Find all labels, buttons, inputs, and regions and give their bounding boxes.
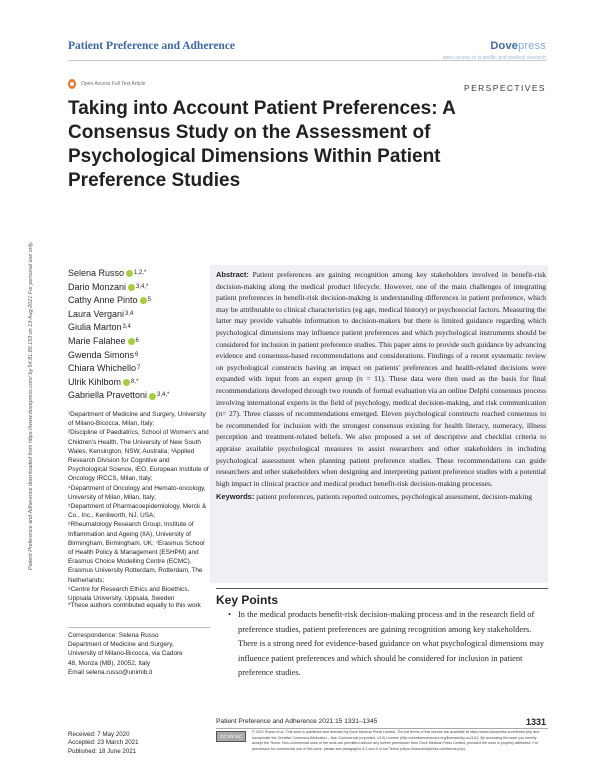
- author[interactable]: [68, 267, 169, 281]
- author-name: Giulia Marton: [68, 322, 122, 333]
- affiliation: ⁸Centre for Research Ethics and Bioethics, Uppsala University, Uppsala, Sweden: [68, 585, 190, 603]
- author-affiliation-marker: 3,4: [122, 324, 131, 331]
- author-name: Dario Monzani: [68, 281, 127, 292]
- author[interactable]: [68, 335, 169, 349]
- article-section: PERSPECTIVES: [464, 83, 546, 93]
- author[interactable]: [68, 389, 169, 403]
- affiliation: ⁶Rheumatology Research Group, Institute of Inflammation and Ageing (IIA), University of Birmingham, Birmingham, UK; ⁷Erasmus School of Health Policy & Management (ESHPM) and Erasmus Choice Modelling Centre (ECMC), Erasmus University Rotterdam, Rotterdam, The Netherlands;: [68, 521, 205, 584]
- key-point-item: • In the medical products benefit-risk decision-making process and in the research field of preference studies, patient preferences are gaining recognition among key stakeholders. There is a strong need for evidence-based guidance on what psychological dimensions may influence patient preferences and which should be considered for inclusion in patient preference studies.: [216, 608, 548, 681]
- orcid-icon[interactable]: [149, 393, 156, 400]
- author-name: Gwenda Simons: [68, 349, 135, 360]
- author-affiliation-marker: 1,2,*: [134, 270, 147, 276]
- orcid-icon[interactable]: [128, 284, 135, 291]
- correspondence-line: 48, Monza (MB), 20052, Italy: [68, 659, 151, 667]
- author-name: Chiara Whichello: [68, 363, 137, 374]
- article-title: Taking into Account Patient Preferences: A Consensus Study on the Assessment of Psychological Dimensions Within Patient Preference Studies: [68, 98, 456, 191]
- cc-license-badges[interactable]: [216, 731, 246, 742]
- author-affiliation-marker: 3,4,*: [157, 392, 170, 399]
- author-affiliation-marker: 7: [137, 365, 141, 372]
- affiliation: ⁴Department of Oncology and Hemato-oncology, University of Milan, Milan, Italy;: [68, 484, 206, 501]
- author[interactable]: [68, 362, 169, 376]
- publisher-logo-bold: Dove: [490, 40, 519, 52]
- correspondence-line: Department of Medicine and Surgery,: [68, 641, 174, 649]
- received-date: Received: 7 May 2020: [68, 731, 130, 738]
- author-affiliation-marker: 5: [147, 297, 151, 304]
- published-date: Published: 18 June 2021: [68, 747, 137, 755]
- author-affiliation-marker: 3,4: [125, 310, 134, 317]
- affiliation: ⁵Department of Pharmacoepidemiology, Merck & Co., Inc., Kenilworth, NJ, USA;: [68, 503, 207, 520]
- abstract-body: [216, 269, 546, 489]
- keywords-text: patient preferences, patients reported outcomes, psychological assessment, decision-making: [256, 492, 532, 502]
- abstract-text: Patient preferences are gaining recognition among key stakeholders involved in benefit-risk decision-making along the medical product lifecycle. However, one of the main challenges of integrating patient preferences in benefit-risk decision-making is understanding differences in patient preference, which may be attributable to clinical characteristics (eg age, medical history) or psychosocial factors. Measuring the latter may provide valuable information to decision-makers but there is limited guidance regarding which psychological dimensions may influence patient preferences and which psychological instruments should be considered for inclusion in patient preference studies. This paper aims to provide such guidance by advancing evidence and consensus-based recommendations and considerations. Findings of a recent systematic review on psychological constructs having an impact on patients' preferences and health-related decisions were expanded with input from an expert group (n = 11). These data were then used as the basis for final recommendations developed through two rounds of formal evaluation via an online Delphi consensus process involving international experts in the field of psychology, medical decision-making, and risk communication (n= 27). Three classes of recommendations emerged. Eleven psychological constructs reached consensus to be recommended for inclusion with the strongest consensus existing for health literacy, numeracy, illness perception and treatment-related beliefs. We also proposed a set of descriptive and checklist criteria to appraise available psychological measures to assist researchers and other stakeholders in including psychological assessment when planning patient preference studies. These recommendations can guide researchers and other stakeholders when designing and interpreting patient preference studies with a potential high impact in clinical practice and medical product benefit-risk decision-making processes.: [216, 270, 547, 488]
- orcid-icon[interactable]: [126, 270, 133, 277]
- equal-contribution-note: *These authors contributed equally to this work: [68, 602, 201, 609]
- keywords-label: Keywords:: [216, 492, 255, 502]
- author-name: Ulrik Kihlbom: [68, 376, 122, 387]
- open-access-badge: [68, 79, 145, 89]
- download-watermark: [26, 140, 60, 570]
- footer-divider: [216, 728, 548, 729]
- publisher-logo-light: press: [518, 40, 546, 52]
- accepted-date: Accepted: 23 March 2021: [68, 739, 139, 747]
- author[interactable]: [68, 281, 169, 295]
- cc-by-nc-icon[interactable]: CC BY NC: [216, 731, 246, 742]
- key-points-list: [216, 608, 548, 681]
- abstract: [216, 269, 546, 503]
- author-affiliation-marker: 6: [135, 351, 139, 358]
- author[interactable]: [68, 321, 169, 335]
- author[interactable]: [68, 294, 169, 308]
- open-access-label: Open Access Full Text Article: [81, 81, 146, 87]
- keywords: [216, 491, 546, 503]
- journal-name: Patient Preference and Adherence: [68, 40, 236, 52]
- affiliation: ²Discipline of Paediatrics, School of Women's and Children's Health, The University of New South Wales, Kensington, NSW, Australia; ³Applied Research Division for Cognitive and Psychological Science, IEO, European Institute of Oncology IRCCS, Milan, Italy;: [68, 429, 209, 483]
- key-points-heading: Key Points: [216, 593, 279, 607]
- orcid-icon[interactable]: [128, 338, 135, 345]
- author-list: [68, 267, 169, 403]
- correspondence-line: Correspondence: Selena Russo: [68, 632, 159, 639]
- affiliation: ¹Department of Medicine and Surgery, University of Milano-Bicocca, Milan, Italy;: [68, 411, 206, 428]
- orcid-icon[interactable]: [140, 297, 147, 304]
- author[interactable]: [68, 308, 169, 322]
- author-name: Selena Russo: [68, 268, 125, 278]
- author-name: Gabriella Pravettoni: [68, 390, 148, 401]
- license-text: © 2021 Russo et al. This work is published and licensed by Dove Medical Press Limited. The full terms of this license are available at https://www.dovepress.com/terms.php and incorporate the Creative Commons Attribution – Non Commercial (unported, v3.0) License (http://creativecommons.org/licenses/by-nc/3.0/). By accessing the work you hereby accept the Terms. Non-commercial uses of the work are permitted without any further permission from Dove Medical Press Limited, provided the work is properly attributed. For permission for commercial use of this work, please see paragraphs 4.2 and 5 of our Terms (https://www.dovepress.com/terms.php).: [252, 730, 540, 751]
- author[interactable]: [68, 349, 169, 363]
- author-affiliation-marker: 8,*: [131, 378, 139, 385]
- open-access-lock-icon: [68, 79, 76, 89]
- correspondence-divider: [68, 627, 210, 628]
- header-divider: [68, 60, 546, 61]
- publication-dates: [68, 731, 139, 756]
- author-name: Laura Vergani: [68, 308, 125, 319]
- abstract-label: Abstract:: [216, 270, 249, 279]
- footer-citation: Patient Preference and Adherence 2021:15 1331–1345: [216, 718, 378, 725]
- correspondence-line: University of Milano-Bicocca, via Cadore: [68, 650, 183, 658]
- author-name: Cathy Anne Pinto: [68, 295, 138, 306]
- correspondence-email[interactable]: Email selena.russo@unimib.it: [68, 668, 153, 676]
- affiliations: [68, 410, 210, 603]
- correspondence: [68, 631, 210, 677]
- key-points-divider: [216, 588, 548, 589]
- author-affiliation-marker: 6: [135, 337, 139, 344]
- author-affiliation-marker: 3,4,*: [136, 283, 149, 290]
- author[interactable]: [68, 376, 169, 390]
- download-watermark-text: Patient Preference and Adherence downloaded from https://www.dovepress.com/ by 54.81.89.153 on 13-Aug-2021 For personal use only.: [28, 241, 34, 570]
- publisher-tagline: open access to scientific and medical research: [442, 55, 546, 61]
- publisher-logo[interactable]: [490, 40, 546, 52]
- orcid-icon[interactable]: [123, 379, 130, 386]
- page-number: 1331: [525, 717, 546, 727]
- author-name: Marie Falahee: [68, 335, 126, 346]
